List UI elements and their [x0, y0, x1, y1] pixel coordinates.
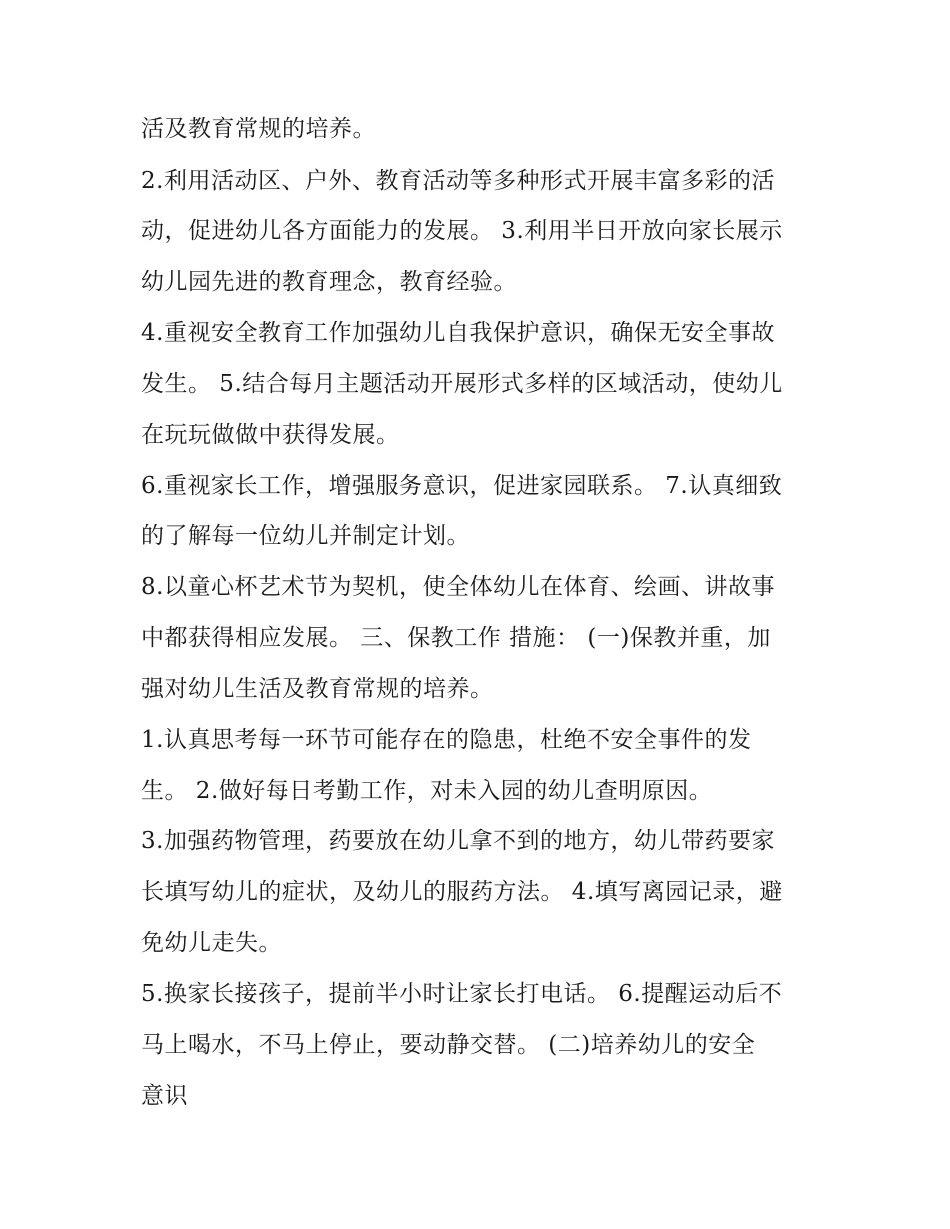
text-line: 5.换家长接孩子，提前半小时让家长打电话。 6.提醒运动后不 [141, 981, 783, 1007]
text-line: 在玩玩做做中获得发展。 [141, 422, 400, 448]
text-line: 6.重视家长工作，增强服务意识，促进家园联系。 7.认真细致 [141, 473, 783, 499]
text-line: 3.加强药物管理，药要放在幼儿拿不到的地方，幼儿带药要家 [141, 828, 775, 854]
text-line: 马上喝水，不马上停止，要动静交替。 (二)培养幼儿的安全 [141, 1032, 756, 1058]
text-line: 意识 [141, 1083, 188, 1109]
text-line: 4.重视安全教育工作加强幼儿自我保护意识，确保无安全事故 [141, 320, 775, 346]
text-line: 生。 2.做好每日考勤工作，对未入园的幼儿查明原因。 [141, 778, 713, 804]
text-line: 2.利用活动区、户外、教育活动等多种形式开展丰富多彩的活 [141, 168, 775, 194]
text-line: 幼儿园先进的教育理念，教育经验。 [141, 269, 517, 295]
text-line: 的了解每一位幼儿并制定计划。 [141, 523, 470, 549]
text-line: 动，促进幼儿各方面能力的发展。 3.利用半日开放向家长展示 [141, 218, 783, 244]
text-line: 强对幼儿生活及教育常规的培养。 [141, 676, 494, 702]
text-line: 中都获得相应发展。 三、保教工作 措施： (一)保教并重，加 [141, 625, 771, 651]
text-line: 8.以童心杯艺术节为契机，使全体幼儿在体育、绘画、讲故事 [141, 574, 775, 600]
text-line: 长填写幼儿的症状，及幼儿的服药方法。 4.填写离园记录，避 [141, 879, 783, 905]
text-line: 发生。 5.结合每月主题活动开展形式多样的区域活动，使幼儿 [141, 371, 783, 397]
text-line: 免幼儿走失。 [141, 930, 282, 956]
text-line: 活及教育常规的培养。 [141, 116, 376, 142]
text-line: 1.认真思考每一环节可能存在的隐患，杜绝不安全事件的发 [141, 727, 752, 753]
